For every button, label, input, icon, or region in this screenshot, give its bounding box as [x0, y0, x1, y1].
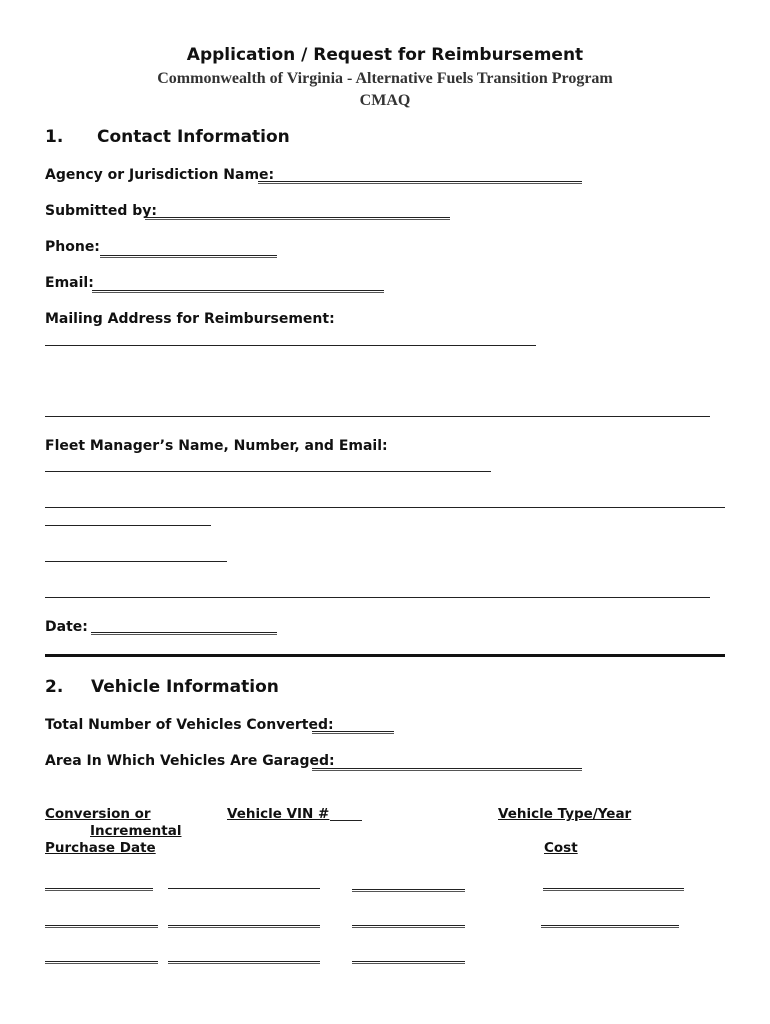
column-vin-underline-extension: [330, 820, 362, 821]
fleet-manager-line-5[interactable]: [45, 597, 710, 598]
column-type-year: Vehicle Type/Year: [498, 806, 632, 822]
fleet-manager-line-3[interactable]: [45, 525, 211, 526]
page-title: Application / Request for Reimbursement: [186, 45, 584, 65]
email-label: Email:: [45, 275, 94, 291]
section-divider: [45, 654, 725, 657]
column-cost: Cost: [544, 840, 578, 856]
section-2-heading: Vehicle Information: [91, 677, 279, 697]
total-vehicles-field[interactable]: [312, 731, 394, 734]
row-1-type-field[interactable]: [352, 889, 465, 892]
submitted-by-field[interactable]: [145, 217, 450, 220]
section-1-number: 1.: [45, 127, 64, 147]
row-1-vin-field[interactable]: [168, 888, 320, 889]
column-vin: Vehicle VIN #: [227, 806, 330, 822]
fleet-manager-line-4[interactable]: [45, 561, 227, 562]
email-field[interactable]: [92, 290, 384, 293]
column-conversion-line2: Incremental: [90, 823, 182, 839]
row-2-vin-field[interactable]: [168, 925, 320, 928]
page-subtitle: Commonwealth of Virginia - Alternative Fuels Transition Program: [157, 70, 613, 87]
row-2-date-field[interactable]: [45, 925, 158, 928]
fleet-manager-line-2[interactable]: [45, 507, 725, 508]
program-name: CMAQ: [359, 92, 411, 109]
row-2-cost-field[interactable]: [541, 925, 679, 928]
row-3-vin-field[interactable]: [168, 961, 320, 964]
phone-label: Phone:: [45, 239, 100, 255]
submitted-by-label: Submitted by:: [45, 203, 157, 219]
mailing-address-line-2[interactable]: [45, 416, 710, 417]
phone-field[interactable]: [100, 255, 277, 258]
garage-area-field[interactable]: [312, 768, 582, 771]
garage-area-label: Area In Which Vehicles Are Garaged:: [45, 753, 335, 769]
agency-field[interactable]: [258, 181, 582, 184]
column-conversion-line1: Conversion or: [45, 806, 151, 822]
total-vehicles-label: Total Number of Vehicles Converted:: [45, 717, 334, 733]
fleet-manager-label: Fleet Manager’s Name, Number, and Email:: [45, 438, 388, 454]
row-1-cost-field[interactable]: [543, 888, 684, 891]
row-3-type-field[interactable]: [352, 961, 465, 964]
row-3-date-field[interactable]: [45, 961, 158, 964]
fleet-manager-line-1[interactable]: [45, 471, 491, 472]
agency-label: Agency or Jurisdiction Name:: [45, 167, 275, 183]
date-field[interactable]: [91, 632, 277, 635]
mailing-address-line-1[interactable]: [45, 345, 536, 346]
date-label: Date:: [45, 619, 88, 635]
section-1-heading: Contact Information: [97, 127, 290, 147]
mailing-address-label: Mailing Address for Reimbursement:: [45, 311, 335, 327]
row-1-date-field[interactable]: [45, 888, 153, 891]
row-2-type-field[interactable]: [352, 925, 465, 928]
column-purchase-date: Purchase Date: [45, 840, 156, 856]
section-2-number: 2.: [45, 677, 64, 697]
